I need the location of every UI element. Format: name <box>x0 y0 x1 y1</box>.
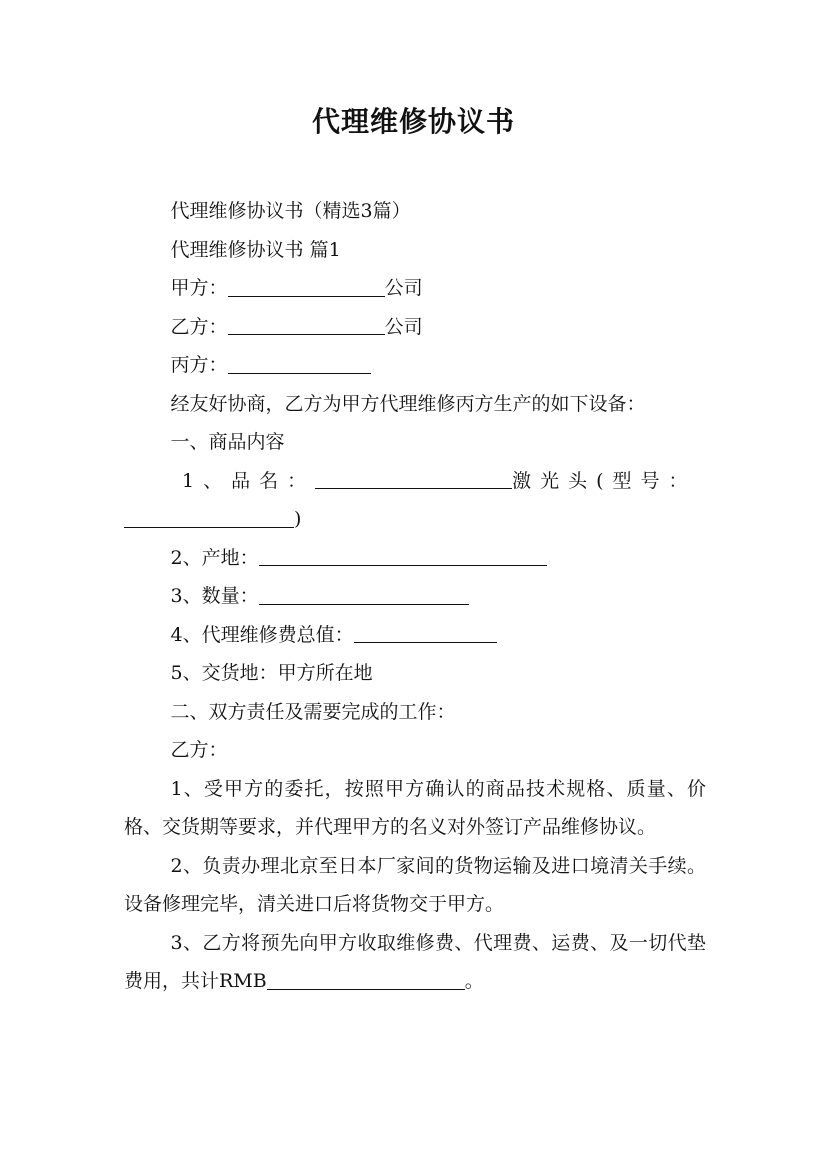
line-text: 乙方： <box>170 315 228 338</box>
line-text: 甲方： <box>170 277 228 299</box>
line-text: 经友好协商，乙方为甲方代理维修丙方生产的如下设备： <box>170 392 646 415</box>
line-text: 。 <box>464 970 484 992</box>
line-text: 丙方： <box>170 354 228 376</box>
party-c-line <box>124 346 706 385</box>
line-text: 代理维修协议书 篇1 <box>170 238 341 261</box>
item-product-name-continued <box>124 500 706 539</box>
duty-paragraph-2 <box>124 847 706 924</box>
blank-line <box>228 352 371 374</box>
line-text: 2、负责办理北京至日本厂家间的货物运输及进口境清关手续。设备修理完毕，清关进口后将货物交于甲方。 <box>124 854 706 915</box>
line-text: 激光头(型号： <box>512 469 697 492</box>
party-b-heading <box>124 731 706 770</box>
blank-line <box>315 467 512 489</box>
section-heading-goods <box>124 423 706 462</box>
line-text: 公司 <box>384 315 423 338</box>
party-a-line <box>124 269 706 308</box>
line-text: 公司 <box>384 277 423 299</box>
line-text: 3、数量： <box>170 585 259 607</box>
line-text: 1、受甲方的委托，按照甲方确认的商品技术规格、质量、价格、交货期等要求，并代理甲方的名义对外签订产品维修协议。 <box>124 777 706 838</box>
blank-line <box>124 506 294 528</box>
blank-line <box>354 621 497 643</box>
line-text: 1、品名： <box>182 469 316 492</box>
document-title: 代理维修协议书 <box>311 105 515 138</box>
line-text: ) <box>294 508 302 530</box>
blank-line <box>259 583 469 605</box>
paragraph-part-heading <box>124 231 706 270</box>
line-text: 2、产地： <box>170 546 259 569</box>
section-heading-duties <box>124 693 706 732</box>
line-text: 二、双方责任及需要完成的工作： <box>170 700 456 723</box>
line-text: 代理维修协议书（精选3篇） <box>170 200 411 222</box>
item-quantity <box>124 577 706 616</box>
blank-line <box>267 968 465 990</box>
paragraph-intro <box>124 385 706 424</box>
blank-line <box>259 544 547 566</box>
line-text: 一、商品内容 <box>170 431 285 453</box>
line-text: 乙方： <box>170 739 228 761</box>
line-text: 5、交货地：甲方所在地 <box>170 662 373 684</box>
paragraph-subtitle <box>124 192 706 231</box>
item-total-fee <box>124 616 706 655</box>
item-origin <box>124 539 706 578</box>
duty-paragraph-3 <box>124 924 706 1001</box>
item-delivery-place <box>124 654 706 693</box>
blank-line <box>228 275 385 297</box>
party-b-line <box>124 308 706 347</box>
line-text: 3、乙方将预先向甲方收取维修费、代理费、运费、及一切代垫费用，共计RMB <box>124 931 706 992</box>
document-body <box>124 192 706 1001</box>
line-text: 4、代理维修费总值： <box>170 623 354 646</box>
duty-paragraph-1 <box>124 770 706 847</box>
blank-line <box>228 313 385 335</box>
item-product-name <box>124 462 706 501</box>
